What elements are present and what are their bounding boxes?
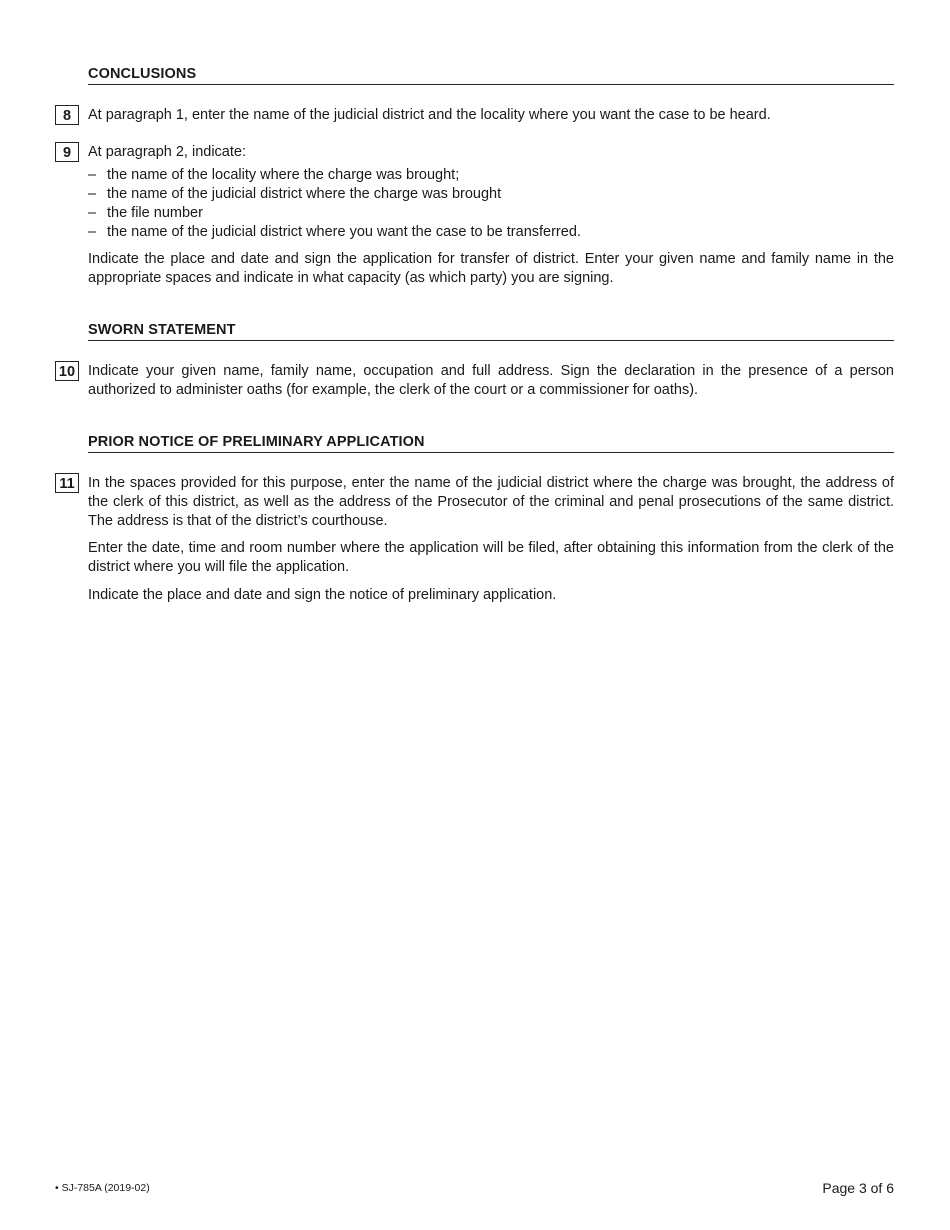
list-item: – the name of the judicial district where you want the case to be transferred. <box>88 224 581 240</box>
item-11-text-1: In the spaces provided for this purpose, enter the name of the judicial district where the charge was brought, the address of the clerk of this district, as well as the address of the Prosecutor of the criminal and penal prosecutions of the same district. The address is that of the district’s courthouse. <box>88 475 894 529</box>
list-item: – the file number <box>88 205 203 221</box>
section-rule <box>88 452 894 453</box>
section-rule <box>88 84 894 85</box>
section-heading-prior-notice: PRIOR NOTICE OF PRELIMINARY APPLICATION <box>88 434 425 450</box>
section-rule <box>88 340 894 341</box>
item-number-10: 10 <box>55 361 79 381</box>
item-10-text: Indicate your given name, family name, occupation and full address. Sign the declaration in the presence of a person authorized to administer oaths (for example, the clerk of the court or a commissioner for oaths). <box>88 363 894 398</box>
item-9-intro: At paragraph 2, indicate: <box>88 144 246 160</box>
section-heading-conclusions: CONCLUSIONS <box>88 66 197 82</box>
form-code: • SJ-785A (2019-02) <box>55 1182 150 1194</box>
item-9-after-text: Indicate the place and date and sign the application for transfer of district. Enter your given name and family name in the appropriate spaces and indicate in what capacity (as which party) you are signing. <box>88 251 894 286</box>
section-heading-sworn-statement: SWORN STATEMENT <box>88 322 236 338</box>
item-9-list <box>88 166 894 242</box>
list-item: – the name of the locality where the charge was brought; <box>88 167 460 183</box>
item-number-9: 9 <box>55 142 79 162</box>
page-number: Page 3 of 6 <box>822 1180 894 1196</box>
item-11-text-3: Indicate the place and date and sign the notice of preliminary application. <box>88 587 557 603</box>
item-8-text: At paragraph 1, enter the name of the judicial district and the locality where you want the case to be heard. <box>88 107 771 123</box>
list-item: – the name of the judicial district where the charge was brought <box>88 186 502 202</box>
item-number-8: 8 <box>55 105 79 125</box>
item-number-11: 11 <box>55 473 79 493</box>
item-11-text-2: Enter the date, time and room number where the application will be filed, after obtaining this information from the clerk of the district where you will file the application. <box>88 540 894 575</box>
